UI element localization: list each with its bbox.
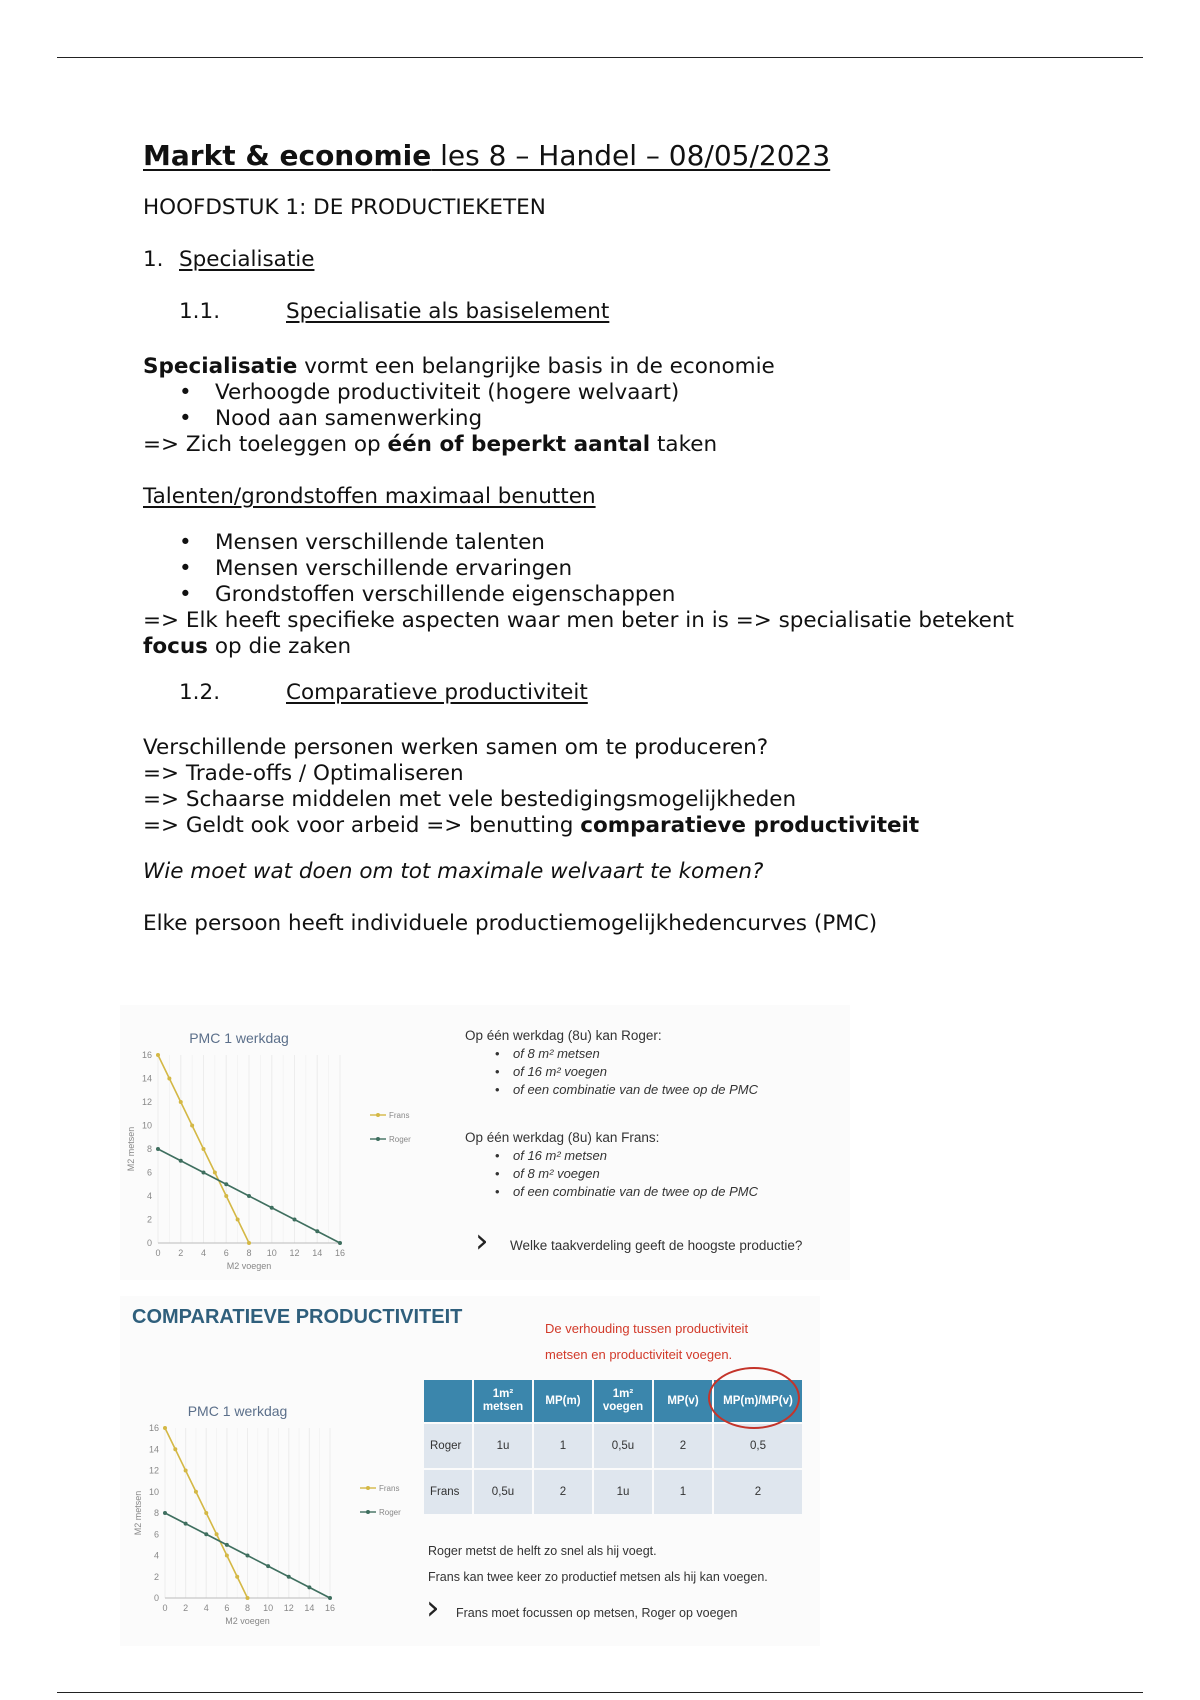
chart-title: PMC 1 werkdag — [189, 1030, 289, 1046]
data-point — [247, 1241, 251, 1245]
y-tick-label: 8 — [153, 1508, 159, 1518]
y-tick-label: 8 — [146, 1144, 152, 1154]
data-point — [225, 1543, 229, 1547]
column-header: 1m² voegen — [594, 1380, 652, 1422]
comp-line: => Trade-offs / Optimaliseren — [143, 761, 464, 786]
list-item: • Verhoogde productiviteit (hogere welvaart) — [143, 380, 1103, 406]
x-tick-label: 12 — [283, 1603, 294, 1613]
data-point — [224, 1182, 228, 1186]
frans-intro: Op één werkdag (8u) kan Frans: — [465, 1130, 660, 1145]
y-tick-label: 4 — [153, 1550, 159, 1561]
bottom-rule — [57, 1692, 1143, 1693]
comp-line: => Geldt ook voor arbeid => benutting comparatieve productiviteit — [143, 813, 920, 838]
y-tick-label: 10 — [148, 1486, 159, 1497]
list-item: • of 16 m² voegen — [465, 1063, 758, 1081]
list-item: • Mensen verschillende talenten — [143, 530, 1103, 556]
talent-conclusion-line-1: => Elk heeft specifieke aspecten waar men beter in is => specialisatie betekent — [143, 608, 1014, 633]
pmc-chart-2 — [120, 1376, 401, 1646]
y-tick-label: 6 — [146, 1167, 152, 1178]
note-frans: Frans kan twee keer zo productief metsen als hij kan voegen. — [428, 1570, 768, 1584]
spec-paragraph: Specialisatie vormt een belangrijke basis in de economie — [143, 354, 775, 379]
slide1-question: Welke taakverdeling geeft de hoogste productie? — [510, 1238, 803, 1253]
data-point — [179, 1159, 183, 1163]
data-point — [225, 1554, 229, 1558]
x-tick-label: 0 — [155, 1248, 161, 1258]
data-point — [266, 1564, 270, 1568]
data-point — [315, 1229, 319, 1233]
slide-comparative-productivity — [120, 1296, 820, 1646]
data-point — [173, 1447, 177, 1451]
data-point — [287, 1575, 291, 1579]
list-item: • of een combinatie van de twee op de PMC — [465, 1183, 758, 1201]
data-point — [215, 1532, 219, 1536]
list-item: • Grondstoffen verschillende eigenschappen — [143, 582, 1103, 608]
x-axis-label: M2 voegen — [225, 1616, 270, 1626]
talent-bullet-list — [143, 530, 1103, 608]
table-row: Roger 1u 1 0,5u 2 0,5 — [424, 1424, 802, 1468]
x-tick-label: 2 — [183, 1603, 189, 1613]
x-tick-label: 10 — [266, 1248, 277, 1258]
y-axis-label: M2 metsen — [133, 1490, 143, 1536]
list-item: • of 16 m² metsen — [465, 1147, 758, 1165]
x-tick-label: 4 — [203, 1603, 209, 1613]
top-rule — [57, 57, 1143, 58]
data-point — [204, 1511, 208, 1515]
y-tick-label: 14 — [148, 1444, 159, 1455]
table-row: Frans 0,5u 2 1u 1 2 — [424, 1470, 802, 1514]
y-tick-label: 14 — [141, 1073, 152, 1084]
document-body — [143, 138, 1103, 937]
legend-marker — [376, 1113, 380, 1117]
chevron-right-icon: › — [475, 1221, 489, 1261]
x-tick-label: 0 — [162, 1603, 168, 1613]
data-point — [167, 1077, 171, 1081]
data-point — [202, 1147, 206, 1151]
column-header: 1m² metsen — [474, 1380, 532, 1422]
highlight-circle — [708, 1367, 800, 1429]
red-annotation: De verhouding tussen productiviteit metsen en productiviteit voegen. — [545, 1321, 749, 1362]
legend-label: Frans — [379, 1484, 400, 1493]
data-point — [293, 1218, 297, 1222]
list-item: • of een combinatie van de twee op de PMC — [465, 1081, 758, 1099]
legend-marker — [376, 1137, 380, 1141]
x-tick-label: 8 — [244, 1603, 251, 1613]
y-tick-label: 0 — [153, 1593, 159, 1603]
section-heading-1-1: 1.1. Specialisatie als basiselement — [179, 299, 610, 324]
table-notes — [428, 1538, 768, 1590]
y-tick-label: 16 — [148, 1423, 159, 1433]
roger-block — [465, 1027, 758, 1099]
x-axis-label: M2 voegen — [226, 1261, 272, 1271]
x-tick-label: 8 — [246, 1248, 252, 1258]
y-tick-label: 12 — [141, 1097, 152, 1107]
y-tick-label: 6 — [153, 1529, 159, 1540]
section-heading-1-2: 1.2. Comparatieve productiviteit — [179, 680, 588, 705]
list-item: • Nood aan samenwerking — [143, 406, 1103, 432]
page-title: Markt & economie les 8 – Handel – 08/05/2023 — [143, 139, 831, 172]
legend-marker — [366, 1510, 370, 1514]
y-tick-label: 2 — [153, 1571, 159, 1582]
talent-heading: Talenten/grondstoffen maximaal benutten — [143, 484, 596, 509]
y-tick-label: 12 — [148, 1465, 159, 1476]
data-point — [246, 1596, 250, 1600]
column-header: MP(m)/MP(v) — [714, 1380, 802, 1422]
x-tick-label: 16 — [324, 1603, 336, 1613]
data-point — [163, 1426, 167, 1430]
legend-marker — [366, 1486, 370, 1490]
data-point — [246, 1554, 250, 1558]
y-tick-label: 10 — [141, 1120, 152, 1131]
comp-line: => Schaarse middelen met vele bestedigingsmogelijkheden — [143, 787, 797, 812]
x-tick-label: 14 — [312, 1248, 323, 1258]
x-tick-label: 6 — [223, 1248, 229, 1258]
chart-title: PMC 1 werkdag — [187, 1403, 288, 1419]
data-point — [194, 1490, 198, 1494]
list-item: • Mensen verschillende ervaringen — [143, 556, 1103, 582]
data-point — [202, 1171, 206, 1175]
legend-label: Roger — [379, 1508, 401, 1517]
x-tick-label: 12 — [289, 1248, 300, 1258]
roger-intro: Op één werkdag (8u) kan Roger: — [465, 1028, 662, 1043]
x-tick-label: 14 — [304, 1603, 315, 1613]
y-tick-label: 2 — [146, 1214, 152, 1225]
data-point — [270, 1206, 274, 1210]
chapter-heading: HOOFDSTUK 1: DE PRODUCTIEKETEN — [143, 195, 546, 220]
data-point — [338, 1241, 342, 1245]
slide-pmc-1 — [120, 1005, 850, 1280]
pmc-chart-1 — [120, 1005, 411, 1280]
column-header: MP(v) — [654, 1380, 712, 1422]
data-point — [224, 1194, 228, 1198]
x-tick-label: 16 — [334, 1248, 346, 1258]
y-tick-label: 4 — [146, 1191, 152, 1201]
data-point — [213, 1171, 217, 1175]
data-point — [236, 1218, 240, 1222]
y-tick-label: 16 — [141, 1050, 152, 1060]
note-roger: Roger metst de helft zo snel als hij voegt. — [428, 1544, 657, 1558]
data-point — [235, 1575, 239, 1579]
y-tick-label: 0 — [146, 1238, 152, 1248]
data-point — [190, 1124, 194, 1128]
data-point — [247, 1194, 251, 1198]
legend-label: Roger — [389, 1135, 411, 1144]
data-point — [184, 1469, 188, 1473]
slide2-conclusion: Frans moet focussen op metsen, Roger op voegen — [456, 1606, 738, 1620]
list-item: • of 8 m² voegen — [465, 1165, 758, 1183]
data-point — [179, 1100, 183, 1104]
data-point — [204, 1532, 208, 1536]
data-point — [163, 1511, 167, 1515]
legend-label: Frans — [389, 1111, 410, 1120]
slide-heading: COMPARATIEVE PRODUCTIVITEIT — [132, 1306, 463, 1328]
data-point — [307, 1585, 311, 1589]
talent-conclusion-line-2: focus op die zaken — [143, 634, 352, 659]
frans-block — [465, 1129, 758, 1201]
column-header: MP(m) — [534, 1380, 592, 1422]
x-tick-label: 2 — [178, 1248, 184, 1258]
chevron-right-icon: › — [426, 1588, 440, 1628]
pmc-line: Elke persoon heeft individuele productiemogelijkhedencurves (PMC) — [143, 911, 878, 936]
x-tick-label: 10 — [263, 1603, 274, 1613]
data-point — [328, 1596, 332, 1600]
comp-line: Verschillende personen werken samen om te produceren? — [143, 735, 769, 760]
x-tick-label: 4 — [200, 1248, 207, 1258]
list-item: • of 8 m² metsen — [465, 1045, 758, 1063]
y-axis-label: M2 metsen — [126, 1126, 136, 1172]
spec-conclusion: => Zich toeleggen op één of beperkt aantal taken — [143, 432, 718, 457]
data-point — [156, 1053, 160, 1057]
question-line: Wie moet wat doen om tot maximale welvaart te komen? — [143, 859, 764, 884]
x-tick-label: 6 — [224, 1603, 230, 1613]
data-point — [156, 1147, 160, 1151]
data-point — [184, 1522, 188, 1526]
spec-bullet-list — [143, 380, 1103, 432]
section-heading-1: 1. Specialisatie — [143, 247, 315, 272]
